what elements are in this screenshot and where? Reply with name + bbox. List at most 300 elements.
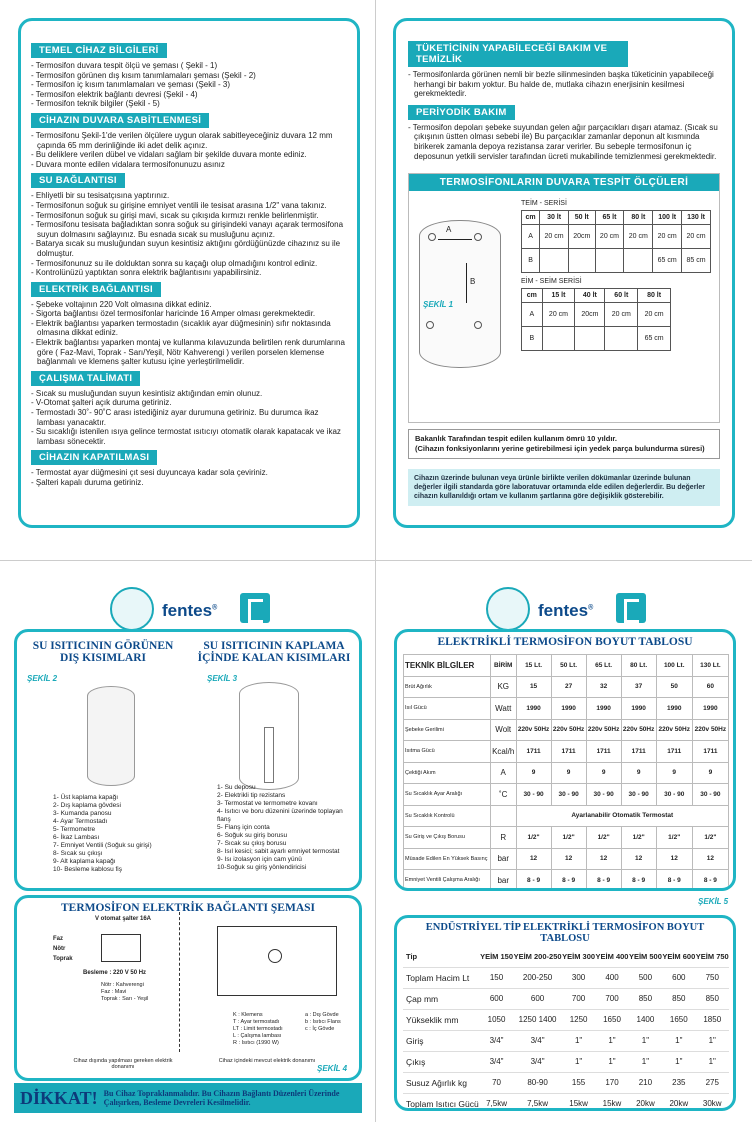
table-cell (595, 249, 624, 273)
table-header: 65 lt (595, 211, 624, 225)
table-header: 100 Lt. (656, 655, 692, 677)
table-cell: 12 (621, 848, 656, 870)
lifetime-line1: Bakanlık Tarafından tespit edilen kullanım ömrü 10 yıldır. (415, 434, 618, 444)
table-row (522, 303, 671, 327)
row-label: Isıl Gücü (404, 698, 491, 720)
table-cell: 20 cm (653, 225, 682, 249)
table-cell: 150 (480, 967, 513, 988)
list-item: - Şebeke voltajının 220 Volt olmasına dikkat ediniz. (31, 300, 347, 310)
unit-cell: R (490, 827, 516, 849)
list-item: b : Isıtıcı Flans (305, 1019, 341, 1025)
section-list (31, 468, 347, 487)
table-cell: 300 (562, 967, 595, 988)
section-title: CİHAZIN DUVARA SABİTLENMESİ (31, 113, 209, 128)
caption-internal: Cihaz içindeki mevcut elektrik donanımı (218, 1058, 316, 1064)
table-header: 65 Lt. (586, 655, 621, 677)
table-cell: 1" (696, 1051, 729, 1072)
table-row (403, 1093, 729, 1111)
row-label: Giriş (403, 1030, 480, 1051)
inner-parts-title: SU ISITICININ KAPLAMA İÇİNDE KALAN KISIMLARI (197, 640, 351, 664)
list-item: 6- Soğuk su giriş borusu (217, 832, 288, 839)
table-cell: 600 (480, 988, 513, 1009)
parts-frame (14, 629, 362, 891)
table-cell: 1990 (621, 698, 656, 720)
section-title: ÇALIŞMA TALİMATI (31, 371, 140, 386)
table-cell: 20cm (569, 225, 596, 249)
list-item: Toprak : Sarı - Yeşil (101, 996, 149, 1002)
figure-5-label: ŞEKİL 5 (698, 897, 729, 906)
label-b: B (470, 277, 476, 287)
row-label: Su Sıcaklık Kontrolü (404, 805, 491, 827)
table-cell: 32 (586, 676, 621, 698)
table-row (403, 988, 729, 1009)
row-label: Isıtma Gücü (404, 741, 491, 763)
list-item: 8- Sıcak su çıkışı (53, 850, 103, 857)
list-item: 10- Besleme kablosu fiş (53, 866, 123, 873)
row-label: Şebeke Gerilimi (404, 719, 491, 741)
list-item: 6- İkaz Lambası (53, 834, 100, 841)
list-item: 9- Isı izolasyon için cam yünü (217, 856, 302, 863)
table-corner: cm (522, 211, 540, 225)
table-cell: 400 (595, 967, 628, 988)
row-label: Brüt Ağırlık (404, 676, 491, 698)
table-cell: 220v 50Hz (551, 719, 586, 741)
table-header: 130 Lt. (692, 655, 728, 677)
table-cell: 275 (696, 1072, 729, 1093)
unit-cell: Kcal/h (490, 741, 516, 763)
list-item: - Termosifonun soğuk su girişi mavi, sıcak su çıkışıda kırmızı renkle belirlenmiştir. (31, 211, 347, 221)
table-cell: 9 (656, 762, 692, 784)
table-cell: 30 - 90 (621, 784, 656, 806)
table-header: TEKNİK BİLGİLER (404, 655, 491, 677)
brand-header (376, 581, 752, 631)
table-cell: 1/2" (516, 827, 551, 849)
label-a: A (446, 225, 452, 235)
table-cell: 30 - 90 (656, 784, 692, 806)
heater-drawing (419, 220, 501, 368)
table-cell: 20kw (662, 1093, 695, 1111)
unit-cell: ˚C (490, 784, 516, 806)
table-cell: 30kw (696, 1093, 729, 1111)
table-cell: 30 - 90 (516, 784, 551, 806)
table-cell: 1" (595, 1030, 628, 1051)
table-header: 15 Lt. (516, 655, 551, 677)
table-corner: cm (522, 289, 543, 303)
list-item: c : İç Gövde (305, 1026, 335, 1032)
table-header: YEİM 200-250 (513, 946, 562, 967)
series2-title: EİM - SEİM SERİSİ (521, 278, 582, 286)
table-cell: 65 cm (653, 249, 682, 273)
table-cell: 9 (621, 762, 656, 784)
page-frame (18, 18, 360, 528)
list-item: - Termosifon duvara tespit ölçü ve şeması ( Şekil - 1) (31, 61, 347, 71)
table-cell: 1" (629, 1051, 662, 1072)
label-toprak: Toprak (53, 956, 73, 962)
caption-external: Cihaz dışında yapılması gereken elektrik donanımı (73, 1058, 173, 1070)
table-row (522, 249, 711, 273)
label-notr: Nötr (53, 946, 66, 952)
arrow-b-icon (466, 263, 467, 303)
care-title: TÜKETİCİNİN YAPABİLECEĞİ BAKIM VE TEMİZLİK (408, 41, 628, 67)
table-cell: 12 (551, 848, 586, 870)
table-row (404, 741, 729, 763)
section-title: TEMEL CİHAZ BİLGİLERİ (31, 43, 167, 58)
list-item: - Termosifonu Şekil-1'de verilen ölçülere uygun olarak sabitleyeceğiniz duvara 12 mm çapında 65 mm derinliğinde iki adet delik açınız. (31, 131, 347, 150)
table-cell: 70 (480, 1072, 513, 1093)
table-cell: 700 (595, 988, 628, 1009)
list-item: - Duvara monte edilen vidalara termosifonunuzu asınız (31, 160, 347, 170)
table-cell: 15kw (562, 1093, 595, 1111)
section-title: CİHAZIN KAPATILMASI (31, 450, 157, 465)
table-cell (575, 327, 605, 351)
table-cell: 1/2" (656, 827, 692, 849)
table-cell: 1711 (551, 741, 586, 763)
list-item: 1- Su deposu (217, 784, 256, 791)
table-cell: 1250 1400 (513, 1009, 562, 1030)
section-title: SU BAĞLANTISI (31, 173, 125, 188)
table-cell: 12 (656, 848, 692, 870)
lifetime-line2: (Cihazın fonksiyonlarını yerine getirebilmesi için yedek parça bulundurma süresi) (415, 444, 705, 454)
table-cell: Ayarlanabilir Otomatik Termostat (516, 805, 728, 827)
table-cell: 1/2" (692, 827, 728, 849)
table-cell: 1990 (656, 698, 692, 720)
page-basic-info (0, 0, 376, 561)
table-cell: 1711 (516, 741, 551, 763)
mount-box (408, 173, 720, 423)
list-item: - Termosifon elektrik bağlantı devresi (Şekil - 4) (31, 90, 347, 100)
table-cell: 8 - 9 (692, 870, 728, 892)
periodic-text: - Termosifon depoları şebeke suyundan gelen ağır parçacıkları dışarı atamaz. (Sıcak su çıkışının üstten olması sebebi ile) Bu parçacıklar zamanlar deponun alt kısmında birikerek zamanla depoya rezistansa zarar verirler. Bu sebeple termosifonun iç deposunun yetkili servisler tarafından ücreti mukabilinde temizlenmesi gerekmektedir. (408, 122, 718, 161)
table-cell: 20 cm (638, 303, 671, 327)
list-item: 3- Termostat ve termometre kovanı (217, 800, 318, 807)
list-item: - Batarya sıcak su musluğundan suyun kesintisiz aktığını gördüğünüzde cihazınız su ile dolmuştur. (31, 239, 347, 258)
list-item: 4- Ayar Termostadı (53, 818, 108, 825)
list-item: R : Isıtıcı (1990 W) (233, 1040, 279, 1046)
table-cell: 200-250 (513, 967, 562, 988)
table-cell: 850 (629, 988, 662, 1009)
spec-frame (394, 629, 736, 891)
table-cell: 20kw (629, 1093, 662, 1111)
spec-title: ELEKTRİKLİ TERMOSİFON BOYUT TABLOSU (437, 636, 693, 648)
list-item: - Termostat ayar düğmesini çıt sesi duyuncaya kadar sola çeviriniz. (31, 468, 347, 478)
list-item: - Sıcak su musluğundan suyun kesintisiz aktığından emin olunuz. (31, 389, 347, 399)
brand-name: fentes® (162, 601, 218, 620)
spec-table (403, 654, 729, 891)
table-cell: 1/2" (551, 827, 586, 849)
label-faz: Faz (53, 936, 64, 942)
brand-header (0, 581, 376, 631)
list-item: 1- Üst kaplama kapağı (53, 794, 119, 801)
table-cell: 20cm (575, 303, 605, 327)
table-cell: 700 (562, 988, 595, 1009)
table-cell: 1711 (692, 741, 728, 763)
table-row (403, 1072, 729, 1093)
table-cell: 9 (692, 762, 728, 784)
list-item: 4- Isıtıcı ve boru düzenini üzerinde toplayan flanş (217, 808, 343, 823)
resistance-icon (264, 727, 274, 783)
instruction-sections (31, 39, 347, 488)
unit-cell: bar (490, 848, 516, 870)
row-label: B (522, 249, 540, 273)
page-frame (393, 18, 735, 528)
list-item: - Termosifon iç kısım tanımlamaları ve şeması (Şekil - 3) (31, 80, 347, 90)
section-list (31, 191, 347, 277)
table-cell: 27 (551, 676, 586, 698)
table-header: 80 lt (624, 211, 653, 225)
row-label: Susuz Ağırlık kg (403, 1072, 480, 1093)
inner-parts-list (217, 784, 357, 872)
table-cell: 37 (621, 676, 656, 698)
table-cell: 235 (662, 1072, 695, 1093)
table-cell: 3/4" (480, 1030, 513, 1051)
table-header: 40 lt (575, 289, 605, 303)
table-row (403, 1030, 729, 1051)
list-item: T : Ayar termostadı (233, 1019, 280, 1025)
industrial-table (403, 946, 729, 1111)
list-item: Faz : Mavi (101, 989, 127, 995)
list-item: a : Dış Gövde (305, 1012, 339, 1018)
outer-parts-list (53, 794, 152, 874)
table-cell: 1650 (662, 1009, 695, 1030)
supply-label: Besleme : 220 V 50 Hz (83, 970, 147, 976)
table-cell: 30 - 90 (551, 784, 586, 806)
wiring-title: TERMOSİFON ELEKTRİK BAĞLANTI ŞEMASI (60, 902, 315, 914)
brand-f-icon (616, 593, 646, 623)
table-cell: 1711 (656, 741, 692, 763)
table-cell: 1711 (586, 741, 621, 763)
table-cell: 600 (513, 988, 562, 1009)
table-header: YEİM 150 (480, 946, 513, 967)
section-list (31, 300, 347, 367)
table-cell: 1711 (621, 741, 656, 763)
table-cell: 750 (696, 967, 729, 988)
table-cell (540, 249, 569, 273)
list-item: 2- Elektrikli tip rezistans (217, 792, 286, 799)
periodic-title: PERİYODİK BAKIM (408, 105, 515, 120)
series2-table (521, 288, 671, 351)
page-maintenance (376, 0, 752, 561)
table-header: YEİM 300 (562, 946, 595, 967)
row-label: Müsade Edilen En Yüksek Basınç (404, 848, 491, 870)
table-cell: 20 cm (624, 225, 653, 249)
row-label: Toplam Isıtıcı Gücü (403, 1093, 480, 1111)
table-cell: 15 (516, 676, 551, 698)
list-item: - Ehliyetli bir su tesisatçısına yaptırınız. (31, 191, 347, 201)
table-cell: 65 cm (638, 327, 671, 351)
row-label: Çektiği Akım (404, 762, 491, 784)
row-label: B (522, 327, 543, 351)
rooster-logo-icon (110, 587, 154, 631)
brand-f-icon (240, 593, 270, 623)
list-item: K : Klemens (233, 1012, 263, 1018)
table-cell: 20 cm (682, 225, 711, 249)
table-cell: 1990 (551, 698, 586, 720)
table-cell (542, 327, 575, 351)
table-header: YEİM 600 (662, 946, 695, 967)
table-row (404, 848, 729, 870)
list-item: 7- Emniyet Ventili (Soğuk su girişi) (53, 842, 152, 849)
table-row (404, 784, 729, 806)
table-row (404, 827, 729, 849)
table-cell: 3/4" (480, 1051, 513, 1072)
heater-outer-drawing (87, 686, 135, 786)
table-cell: 20 cm (540, 225, 569, 249)
table-cell: 1" (662, 1051, 695, 1072)
table-row (403, 967, 729, 988)
body-legend (305, 1012, 341, 1033)
mount-hole-icon (474, 233, 482, 241)
section-list (31, 389, 347, 447)
series1-title: TEİM - SERİSİ (521, 200, 567, 208)
table-cell: 600 (662, 967, 695, 988)
table-header: BİRİM (490, 655, 516, 677)
table-cell: 1850 (696, 1009, 729, 1030)
table-cell: 9 (516, 762, 551, 784)
row-label: A (522, 225, 540, 249)
table-cell: 20 cm (595, 225, 624, 249)
series1-table (521, 210, 711, 273)
mount-hole-icon (428, 233, 436, 241)
list-item: - Elektrik bağlantısı yaparken termostadın (sıcaklık ayar düğmesinin) sıfır noktasında olmasına dikkat ediniz. (31, 319, 347, 338)
switch-label: V otomat şalter 16A (94, 916, 152, 922)
row-label: Toplam Hacim Lt (403, 967, 480, 988)
unit-cell: KG (490, 676, 516, 698)
row-label: A (522, 303, 543, 327)
table-header: 60 lt (605, 289, 638, 303)
table-cell: 500 (629, 967, 662, 988)
table-cell: 220v 50Hz (586, 719, 621, 741)
table-cell: 20 cm (605, 303, 638, 327)
list-item: - Termosifonun soğuk su girişine emniyet ventili ile tesisat arasına 1/2" vana takınız. (31, 201, 347, 211)
list-item: - Kontrolünüzü yaptıktan sonra elektrik bağlantısını yapabilirsiniz. (31, 268, 347, 278)
figure-4-label: ŞEKİL 4 (317, 1064, 348, 1073)
table-cell: 12 (692, 848, 728, 870)
table-cell: 1990 (692, 698, 728, 720)
table-cell: 1" (562, 1051, 595, 1072)
internal-circuit (217, 926, 337, 996)
table-cell (624, 249, 653, 273)
table-cell: 15kw (595, 1093, 628, 1111)
table-header: YEİM 750 (696, 946, 729, 967)
table-cell: 9 (586, 762, 621, 784)
table-cell: 170 (595, 1072, 628, 1093)
table-header: 50 Lt. (551, 655, 586, 677)
table-cell: 9 (551, 762, 586, 784)
row-label: Yükseklik mm (403, 1009, 480, 1030)
rooster-logo-icon (486, 587, 530, 631)
table-header: 80 Lt. (621, 655, 656, 677)
table-cell: 50 (656, 676, 692, 698)
table-cell: 80-90 (513, 1072, 562, 1093)
page-specifications (376, 561, 752, 1122)
lifetime-box (408, 429, 720, 459)
table-header: 130 lt (682, 211, 711, 225)
table-row (403, 946, 729, 967)
standard-note: Cihazın üzerinde bulunan veya ürünle birlikte verilen dökümanlar üzerinde bulunan değerler ilgili standarda göre laboratuvar ortamında elde edilen değerlerdir. Bu değerler cihazın kullanıldığı ortam ve kullanım şartlarına göre değişiklik gösterebilir. (408, 469, 720, 506)
color-legend (101, 982, 148, 1003)
table-cell: 30 - 90 (692, 784, 728, 806)
row-label: Çıkış (403, 1051, 480, 1072)
table-cell: 8 - 9 (551, 870, 586, 892)
list-item: - Sigorta bağlantısı özel termosifonlar haricinde 16 Amper olması gerekmektedir. (31, 309, 347, 319)
figure-2-label: ŞEKİL 2 (27, 674, 58, 683)
mount-hole-icon (426, 321, 434, 329)
table-cell: 1990 (586, 698, 621, 720)
list-item: - Şalteri kapalı duruma getiriniz. (31, 478, 347, 488)
heater-inner-drawing (239, 682, 299, 790)
table-cell: 1/2" (621, 827, 656, 849)
table-row (404, 655, 729, 677)
row-label: Su Giriş ve Çıkış Borusu (404, 827, 491, 849)
row-label: Su Sıcaklık Ayar Aralığı (404, 784, 491, 806)
figure-3-label: ŞEKİL 3 (207, 674, 238, 683)
outer-parts-title: SU ISITICININ GÖRÜNEN DIŞ KISIMLARI (32, 640, 174, 664)
unit-cell (490, 805, 516, 827)
warning-title: DİKKAT! (20, 1087, 98, 1108)
table-row (522, 289, 671, 303)
table-row (522, 327, 671, 351)
list-item: 5- Termometre (53, 826, 96, 833)
table-cell: 210 (629, 1072, 662, 1093)
table-cell: 7,5kw (513, 1093, 562, 1111)
list-item: LT : Limit termostadı (233, 1026, 283, 1032)
table-row (522, 211, 711, 225)
table-row (404, 805, 729, 827)
table-row (404, 762, 729, 784)
mount-title: TERMOSİFONLARIN DUVARA TESPİT ÖLÇÜLERİ (409, 174, 719, 191)
section-title: ELEKTRİK BAĞLANTISI (31, 282, 161, 297)
list-item: 9- Alt kaplama kapağı (53, 858, 116, 865)
list-item: Nötr : Kahverengi (101, 982, 144, 988)
table-header: YEİM 400 (595, 946, 628, 967)
table-cell: 30 - 90 (586, 784, 621, 806)
row-label: Çap mm (403, 988, 480, 1009)
industrial-frame (394, 915, 736, 1111)
list-item: - Termosifon teknik bilgiler (Şekil - 5) (31, 99, 347, 109)
table-row (403, 1051, 729, 1072)
mount-hole-icon (474, 321, 482, 329)
table-cell: 8 - 9 (516, 870, 551, 892)
warning-text: Bu Cihaz Topraklanmalıdır. Bu Cihazın Bağlantı Düzenleri Üzerinde Çalışırken, Besleme Devreleri Kesilmelidir. (103, 1089, 340, 1107)
table-cell: 1990 (516, 698, 551, 720)
table-cell: 3/4" (513, 1051, 562, 1072)
table-header: 30 lt (540, 211, 569, 225)
figure-1-label: ŞEKİL 1 (423, 300, 454, 310)
list-item: 10-Soğuk su giriş yönlendiricisi (217, 864, 307, 871)
table-header: Tip (403, 946, 480, 967)
list-item: 3- Kumanda panosu (53, 810, 112, 817)
section-list (31, 61, 347, 109)
table-cell: 1" (629, 1030, 662, 1051)
list-item: L : Çalışma lambası (233, 1033, 282, 1039)
table-cell: 850 (696, 988, 729, 1009)
table-cell: 12 (586, 848, 621, 870)
table-cell: 1400 (629, 1009, 662, 1030)
list-item: - Termosifonu tesisata bağladıktan sonra soğuk su girişindeki vanayı açarak termosifona suyun dolmasını sağlayınız. Bu esnada sıcak su musluğunu açınız. (31, 220, 347, 239)
lamp-icon (268, 949, 282, 963)
list-item: 2- Dış kaplama gövdesi (53, 802, 121, 809)
list-item: - Termostadı 30˚- 90˚C arası istediğiniz ayar durumuna getiriniz. Bu durumca ikaz lambası yanacaktır. (31, 408, 347, 427)
list-item: 8- Isıl kesici; sabit ayarlı emniyet termostat (217, 848, 340, 855)
table-row (404, 870, 729, 892)
list-item: - Termosifonunuz su ile dolduktan sonra su kaçağı olup olmadığını kontrol ediniz. (31, 259, 347, 269)
list-item: - Elektrik bağlantısı yaparken montaj ve kullanma kılavuzunda belirtilen renk durumlarına göre ( Faz-Mavi, Toprak - Sarı/Yeşil, Nötr Kahverengi ) verilen porselen klemense bağlanmalı ve klemens şalter kutusu içine yerleştirilmelidir. (31, 338, 347, 367)
unit-cell: bar (490, 870, 516, 892)
table-row (404, 676, 729, 698)
list-item: 5- Flanş için conta (217, 824, 270, 831)
table-cell: 1/2" (586, 827, 621, 849)
table-cell: 3/4" (513, 1030, 562, 1051)
